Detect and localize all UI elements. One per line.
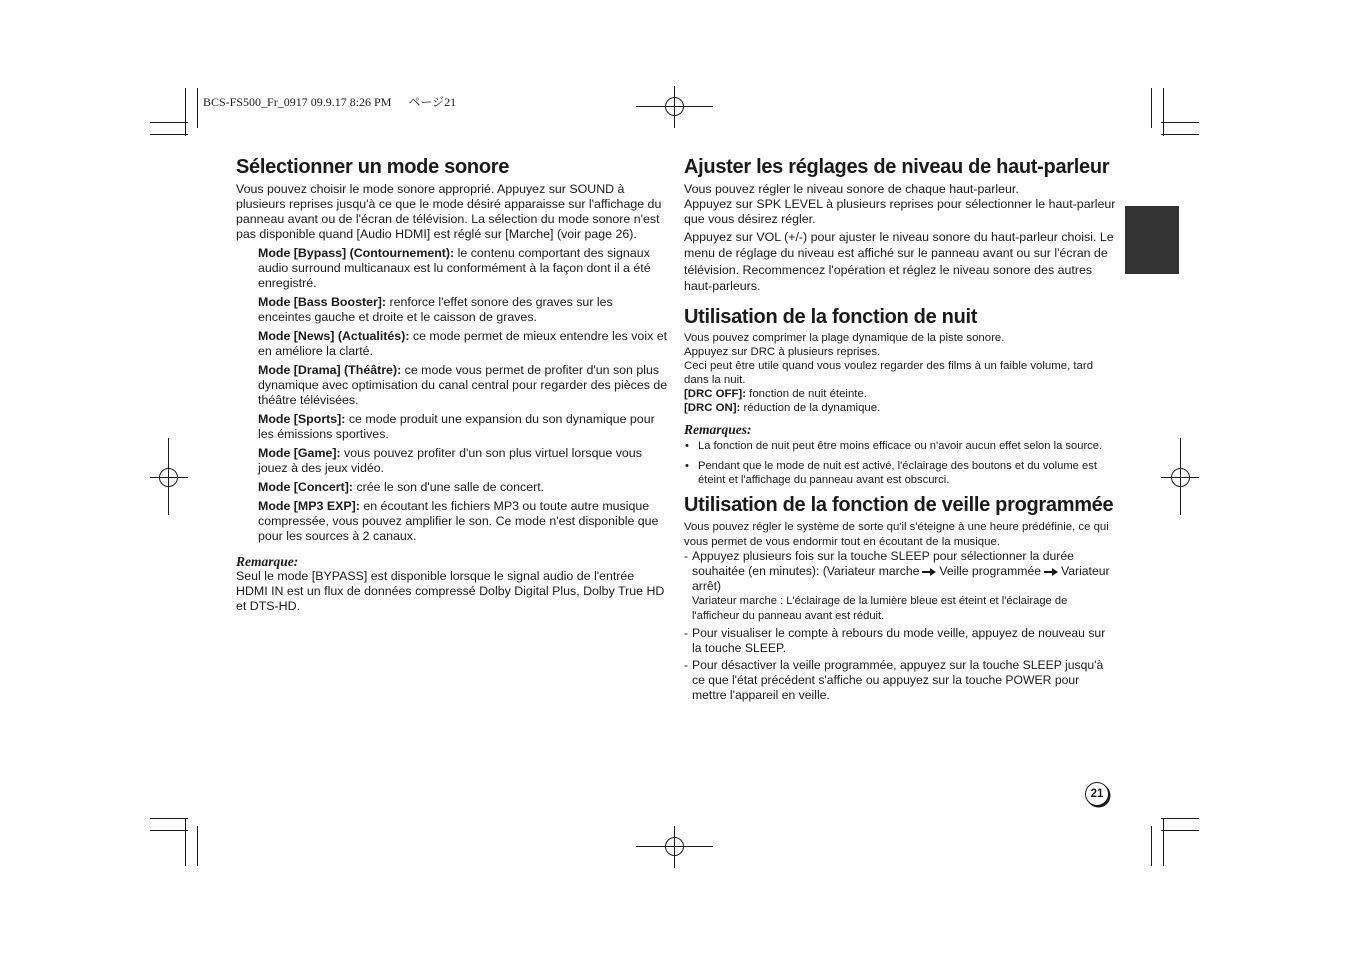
section-title-sound-mode: Sélectionner un mode sonore <box>236 156 510 178</box>
crop-mark <box>1163 88 1164 136</box>
sound-mode-list <box>236 246 668 544</box>
crop-mark <box>185 818 186 866</box>
arrow-right-icon <box>922 568 936 576</box>
list-item: • Pendant que le mode de nuit est activé, l'éclairage des boutons et du volume est éteint et l'affichage du panneau avant est obscurci. <box>684 459 1116 487</box>
list-item: • La fonction de nuit peut être moins efficace ou n'avoir aucun effet selon la source. <box>684 439 1116 453</box>
crop-mark <box>1161 830 1199 831</box>
speaker-p3: Appuyez sur VOL (+/-) pour ajuster le niveau sonore du haut-parleur choisi. Le menu de réglage du niveau est affiché sur le panneau avant ou sur l'écran de télévision. Recommencez l'opération et réglez le niveau sonore des autres haut-parleurs. <box>684 230 1114 293</box>
remark-title: Remarque: <box>236 554 299 569</box>
crop-mark <box>150 122 188 123</box>
night-remarks-title: Remarques: <box>684 422 752 438</box>
mode-item: Mode [Bypass] (Contournement): le contenu comportant des signaux audio surround multicanaux est lu conformément à la façon dont il a été enregistré. <box>258 246 651 290</box>
crop-mark <box>150 818 188 819</box>
crop-mark <box>185 88 186 136</box>
mode-item: Mode [MP3 EXP]: en écoutant les fichiers MP3 ou toute autre musique compressée, vous pouvez amplifier le son. Ce mode n'est disponible que pour les sources à 2 canaux. <box>258 499 659 543</box>
sleep-dimmer-note: Variateur marche : L'éclairage de la lumière bleue est éteint et l'éclairage de l'afficheur du panneau avant est réduit. <box>692 595 1068 623</box>
list-item: - Pour désactiver la veille programmée, appuyez sur la touche SLEEP jusqu'à ce que l'état précédent s'affiche ou appuyez sur la touche POWER pour mettre l'appareil en veille. <box>684 658 1104 703</box>
crop-mark <box>1163 818 1164 866</box>
speaker-p1: Vous pouvez régler le niveau sonore de chaque haut-parleur. <box>684 182 1019 196</box>
sound-mode-intro: Vous pouvez choisir le mode sonore approprié. Appuyez sur SOUND à plusieurs reprises jusqu'à ce que le mode désiré apparaisse sur l'affichage du panneau avant ou de l'écran de télévision. La sélection du mode sonore n'est pas disponible quand [Audio HDMI] est réglé sur [Marche] (voir page 26). <box>236 182 662 241</box>
print-slug <box>203 93 456 110</box>
crop-mark <box>1151 826 1152 866</box>
crop-mark <box>150 830 188 831</box>
right-column <box>684 155 1116 705</box>
mode-item: Mode [Sports]: ce mode produit une expansion du son dynamique pour les émissions sportives. <box>258 412 655 441</box>
print-meta: BCS-FS500_Fr_0917 09.9.17 8:26 PM <box>203 95 392 109</box>
night-p1: Vous pouvez comprimer la plage dynamique de la piste sonore. <box>684 332 1005 345</box>
list-item: - Pour visualiser le compte à rebours du mode veille, appuyez de nouveau sur la touche SLEEP. <box>684 626 1106 656</box>
page-kanji: ページ21 <box>408 95 457 109</box>
speaker-p2: Appuyez sur SPK LEVEL à plusieurs reprises pour sélectionner le haut-parleur que vous désirez régler. <box>684 197 1116 226</box>
crop-mark <box>150 134 188 135</box>
left-column <box>236 155 668 614</box>
list-item: - Appuyez plusieurs fois sur la touche SLEEP pour sélectionner la durée souhaitée (en minutes): (Variateur marche Veille programmée Variateur arrêt) Variateur marche : L'éclairage de la lumière bleue est éteint et l'éclairage de l'afficheur du panneau avant est réduit. <box>684 549 1116 624</box>
remark-text: Seul le mode [BYPASS] est disponible lorsque le signal audio de l'entrée HDMI IN est un flux de données compressé Dolby Digital Plus, Dolby True HD et DTS-HD. <box>236 569 665 613</box>
mode-item: Mode [News] (Actualités): ce mode permet de mieux entendre les voix et en améliore la clarté. <box>258 329 668 358</box>
crop-mark <box>197 88 198 128</box>
mode-item: Mode [Drama] (Théâtre): ce mode vous permet de profiter d'un son plus dynamique avec optimisation du canal central pour regarder des pièces de théâtre télévisées. <box>258 363 668 407</box>
night-remarks-list <box>684 439 1116 487</box>
night-p3: Ceci peut être utile quand vous voulez regarder des films à un faible volume, tard dans la nuit. <box>684 360 1094 387</box>
section-tab-marker <box>1125 206 1179 274</box>
mode-item: Mode [Bass Booster]: renforce l'effet sonore des graves sur les enceintes gauche et droite et le caisson de graves. <box>258 295 613 324</box>
arrow-right-icon <box>1044 568 1058 576</box>
mode-item: Mode [Game]: vous pouvez profiter d'un son plus virtuel lorsque vous jouez à des jeux vidéo. <box>258 446 642 475</box>
crop-mark <box>1161 122 1199 123</box>
drc-on-line: [DRC ON]: réduction de la dynamique. <box>684 402 881 415</box>
page-number: 21 <box>1085 782 1109 806</box>
night-p2: Appuyez sur DRC à plusieurs reprises. <box>684 346 881 359</box>
section-title-sleep: Utilisation de la fonction de veille programmée <box>684 494 1114 517</box>
section-title-night: Utilisation de la fonction de nuit <box>684 306 978 329</box>
crop-mark <box>1161 134 1199 135</box>
sleep-steps <box>684 549 1116 703</box>
mode-item: Mode [Concert]: crée le son d'une salle de concert. <box>258 480 545 494</box>
section-title-speaker-level: Ajuster les réglages de niveau de haut-parleur <box>684 156 1110 178</box>
crop-mark <box>1161 818 1199 819</box>
drc-off-line: [DRC OFF]: fonction de nuit éteinte. <box>684 388 867 401</box>
crop-mark <box>197 826 198 866</box>
sleep-p1: Vous pouvez régler le système de sorte qu'il s'éteigne à une heure prédéfinie, ce qui vous permet de vous endormir tout en écoutant de la musique. <box>684 521 1109 548</box>
crop-mark <box>1151 88 1152 128</box>
